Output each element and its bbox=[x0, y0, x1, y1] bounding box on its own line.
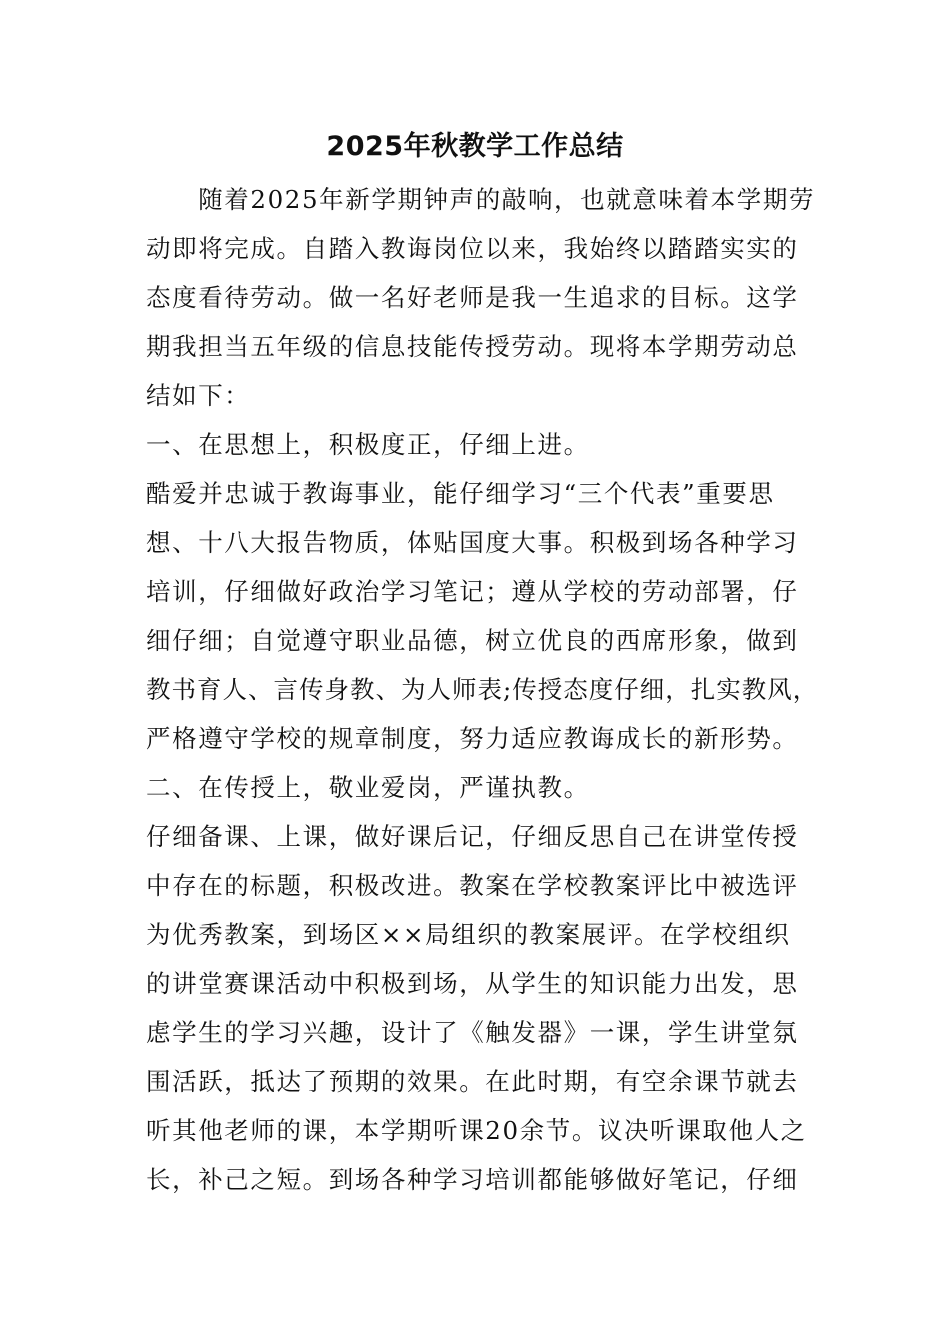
paragraph-line: 围活跃，抵达了预期的效果。在此时期，有空余课节就去 bbox=[146, 1067, 799, 1096]
paragraph-line: 酷爱并忠诚于教诲事业，能仔细学习“三个代表”重要思 bbox=[146, 479, 775, 508]
paragraph-line: 想、十八大报告物质，体贴国度大事。积极到场各种学习 bbox=[146, 528, 799, 557]
document-title: 2025年秋教学工作总结 bbox=[326, 131, 624, 162]
paragraph-line: 细仔细；自觉遵守职业品德，树立优良的西席形象，做到 bbox=[146, 626, 799, 655]
paragraph-line: 随着2025年新学期钟声的敲响，也就意味着本学期劳 bbox=[146, 185, 816, 214]
paragraph-line: 长，补己之短。到场各种学习培训都能够做好笔记，仔细 bbox=[146, 1165, 799, 1194]
paragraph-line: 态度看待劳动。做一名好老师是我一生追求的目标。这学 bbox=[146, 283, 799, 312]
paragraph-line: 结如下： bbox=[146, 381, 251, 410]
paragraph-line: 教书育人、言传身教、为人师表;传授态度仔细，扎实教风， bbox=[146, 675, 819, 704]
section-heading: 一、在思想上，积极度正，仔细上进。 bbox=[146, 430, 590, 459]
paragraph-line: 中存在的标题，积极改进。教案在学校教案评比中被选评 bbox=[146, 871, 799, 900]
paragraph-line: 严格遵守学校的规章制度，努力适应教诲成长的新形势。 bbox=[146, 724, 799, 753]
paragraph-line: 仔细备课、上课，做好课后记，仔细反思自己在讲堂传授 bbox=[146, 822, 799, 851]
section-heading: 二、在传授上，敬业爱岗，严谨执教。 bbox=[146, 773, 590, 802]
paragraph-line: 培训，仔细做好政治学习笔记；遵从学校的劳动部署，仔 bbox=[146, 577, 799, 606]
paragraph-line: 的讲堂赛课活动中积极到场，从学生的知识能力出发，思 bbox=[146, 969, 799, 998]
paragraph-line: 动即将完成。自踏入教诲岗位以来，我始终以踏踏实实的 bbox=[146, 234, 799, 263]
paragraph-line: 为优秀教案，到场区××局组织的教案展评。在学校组织 bbox=[146, 920, 791, 949]
paragraph-line: 期我担当五年级的信息技能传授劳动。现将本学期劳动总 bbox=[146, 332, 799, 361]
paragraph-line: 听其他老师的课，本学期听课20余节。议决听课取他人之 bbox=[146, 1116, 807, 1145]
paragraph-line: 虑学生的学习兴趣，设计了《触发器》一课，学生讲堂氛 bbox=[146, 1018, 799, 1047]
